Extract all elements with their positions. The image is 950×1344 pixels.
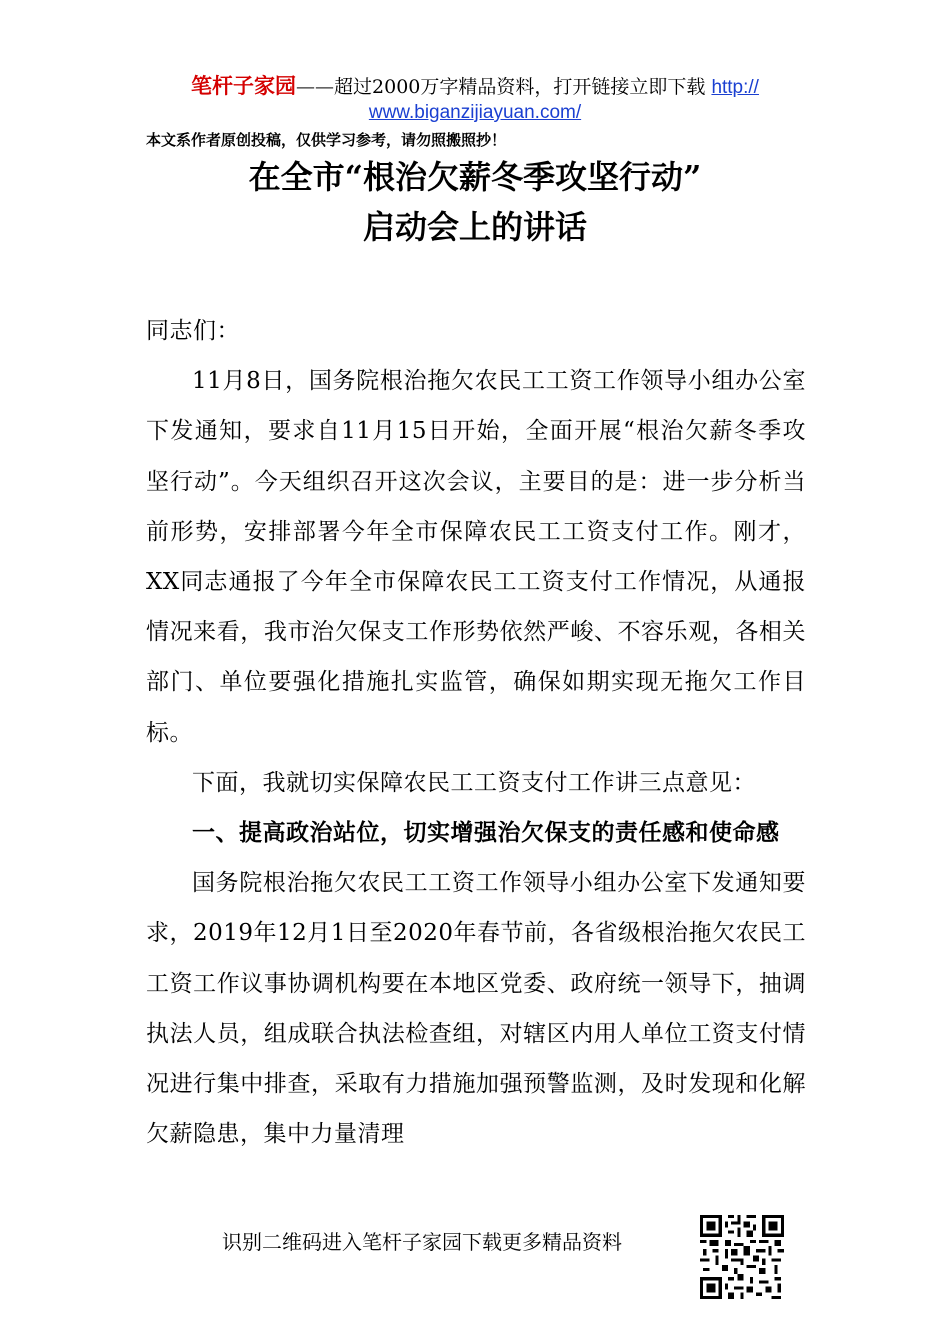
title-line-2: 启动会上的讲话 [362,208,587,246]
header-tagline: 超过2000万字精品资料，打开链接立即下载 [334,76,706,98]
paragraph-2: 下面，我就切实保障农民工工资支付工作讲三点意见： [192,769,756,796]
footer-caption: 识别二维码进入笔杆子家园下载更多精品资料 [222,1230,622,1254]
qr-code-icon[interactable] [697,1212,787,1302]
paragraph-3: 国务院根治拖欠农民工工资工作领导小组办公室下发通知要求，2019年12月1日至2020年春节前，各省级根治拖欠农民工工资工作议事协调机构要在本地区党委、政府统一领导下，抽调执法人员，组成联合执法检查组，对辖区内用人单位工资支付情况进行集中排查，采取有力措施加强预警监测，及时发现和化解欠薪隐患，集中力量清理 [146,870,806,1148]
section-heading-1: 一、提高政治站位，切实增强治欠保支的责任感和使命感 [192,820,780,847]
download-link-part2[interactable]: www.biganzijiayuan.com/ [368,102,582,123]
brand-dash: —— [296,76,335,98]
page-footer [0,1222,950,1302]
brand-name: 笔杆子家园 [191,74,297,98]
paragraph-1: 11月8日，国务院根治拖欠农民工工资工作领导小组办公室下发通知，要求自11月15日开始，全面开展“根治欠薪冬季攻坚行动”。今天组织召开这次会议，主要目的是：进一步分析当前形势，安排部署今年全市保障农民工工资支付工作。刚才，XX同志通报了今年全市保障农民工工资支付工作情况，从通报情况来看，我市治欠保支工作形势依然严峻、不容乐观，各相关部门、单位要强化措施扎实监管，确保如期实现无拖欠工作目标。 [146,368,806,746]
page-header [0,74,950,125]
copyright-notice: 本文系作者原创投稿，仅供学习参考，请勿照搬照抄！ [146,131,507,149]
salutation: 同志们： [146,318,240,344]
document-title [0,152,950,252]
title-line-1: 在全市“根治欠薪冬季攻坚行动” [248,158,702,196]
document-body [146,306,806,1159]
download-link-part1[interactable]: http:// [711,77,759,98]
